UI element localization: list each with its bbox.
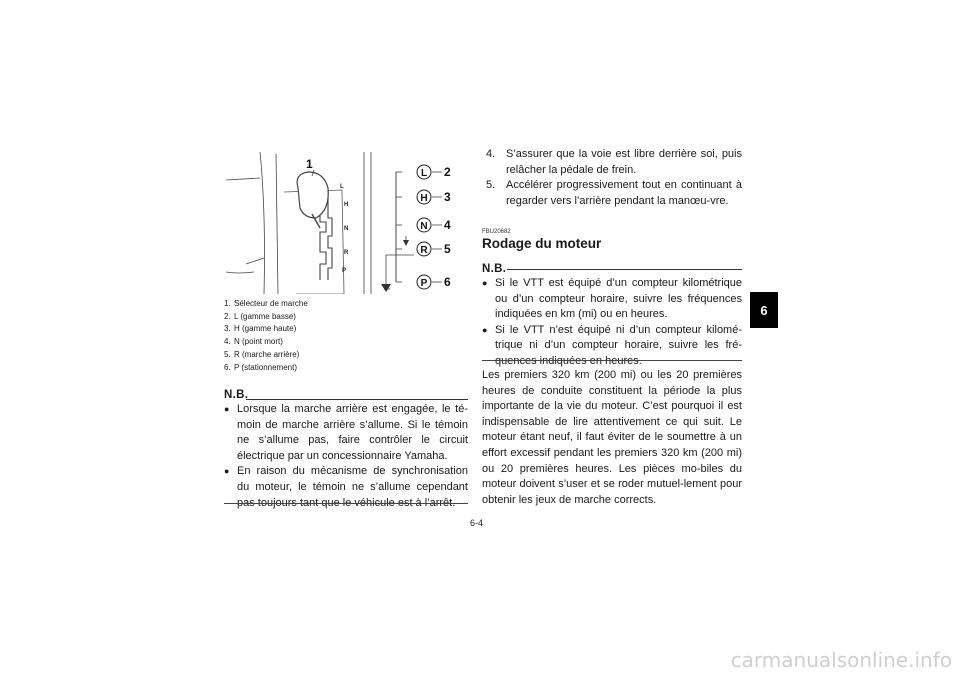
callout-2: 2	[444, 165, 451, 179]
figure-caption	[224, 298, 468, 374]
callout-4: 4	[444, 218, 451, 232]
bullet-icon: ●	[482, 278, 488, 288]
bullet-icon: ●	[482, 324, 488, 335]
caption-item: 6. P (stationnement)	[224, 362, 297, 372]
bullet-icon: ●	[224, 404, 230, 414]
note-end-rule	[482, 360, 742, 361]
callout-1: 1	[306, 157, 313, 171]
note-bullet: ● Si le VTT est équipé d’un compteur kilométrique ou d’un compteur horaire, suivre les fréquences indiquées en km (mi) ou en heures.	[482, 276, 742, 323]
legend-letter-l: L	[420, 168, 428, 179]
caption-item: 4. N (point mort)	[224, 337, 283, 347]
callout-6: 6	[444, 275, 451, 289]
note-bullet: ● En raison du mécanisme de synchronisation du moteur, le témoin ne s’allume cependant pas toujours tant que le véhicule est à l’arrêt.	[224, 464, 468, 511]
caption-item: 3. H (gamme haute)	[224, 324, 297, 334]
note-bullets	[224, 402, 468, 511]
note-title: N.B.	[482, 263, 507, 275]
note-bullets	[482, 276, 742, 370]
step-item: 4. S’assurer que la voie est libre derrière soi, puis relâcher la pédale de frein.	[486, 148, 742, 176]
legend-letter-n: N	[420, 221, 428, 232]
left-note	[224, 388, 468, 511]
section-title: Rodage du moteur	[482, 236, 602, 251]
legend-letter-h: H	[420, 193, 428, 204]
page-number: 6-4	[470, 518, 484, 528]
gate-letter-p: P	[342, 268, 347, 274]
gear-selector-figure	[224, 152, 468, 294]
right-note	[482, 262, 742, 370]
note-title-rule	[507, 269, 742, 270]
gate-letter-l: L	[340, 184, 344, 190]
callout-3: 3	[444, 190, 451, 204]
caption-item: 2. L (gamme basse)	[224, 311, 296, 321]
legend-letter-r: R	[420, 245, 428, 256]
gate-letter-h: H	[344, 202, 349, 208]
step-item: 5. Accélérer progressivement tout en continuant à regarder vers l’arrière pendant la manœu-vre.	[486, 179, 742, 207]
steps-list	[482, 147, 742, 209]
caption-item: 5. R (marche arrière)	[224, 349, 300, 359]
caption-item: 1. Sélecteur de marche	[224, 299, 308, 308]
watermark: carmanualsonline.info	[730, 648, 952, 672]
legend-letter-p: P	[420, 278, 428, 289]
note-title: N.B.	[224, 389, 249, 401]
note-bullet: ● Si le VTT n’est équipé ni d’un compteur kilomé-trique ni d’un compteur horaire, suivre les fré-quences indiquées en heures.	[482, 323, 742, 370]
body-paragraph: Les premiers 320 km (200 mi) ou les 20 premières heures de conduite constituent la période la plus importante de la vie du moteur. C’est pourquoi il est indispensable de lire attentivement ce qui suit. Le moteur étant neuf, il faut éviter de le soumettre à un effort excessif pendant les premiers 320 km (200 mi) ou 20 premières heures. Les pièces mo-biles du moteur doivent s’user et se roder mutuel-lement pour obtenir les jeux de marche corrects.	[482, 369, 742, 506]
bullet-icon: ●	[224, 466, 230, 477]
section-code: FBU20682	[482, 229, 511, 235]
callout-5: 5	[444, 242, 451, 256]
note-title-rule	[246, 399, 468, 400]
note-bullet: ● Lorsque la marche arrière est engagée, le té-moin de marche arrière s’allume. Si le témoin ne s’allume pas, faire contrôler le circuit électrique par un concessionnaire Yamaha.	[224, 402, 468, 464]
gate-letter-r: R	[344, 250, 349, 256]
gate-letter-n: N	[344, 226, 349, 232]
chapter-tab: 6	[750, 292, 778, 328]
note-end-rule	[224, 503, 468, 504]
